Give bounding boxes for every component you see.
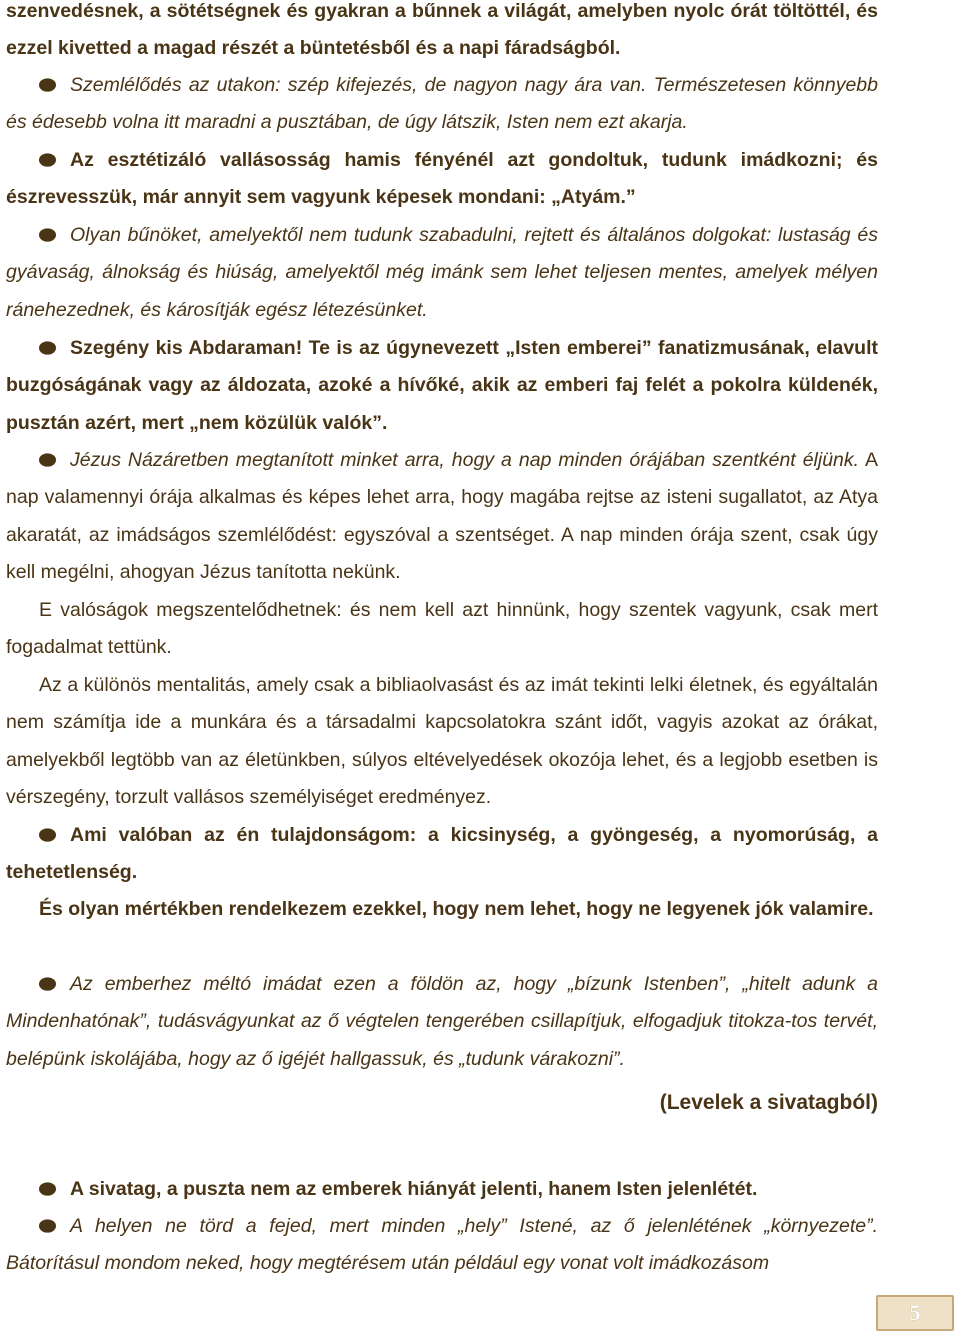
paragraph-hely [6, 1208, 878, 1283]
bullet-icon [39, 828, 56, 841]
text-bold: A sivatag, a puszta nem az emberek hiányát jelenti, hanem Isten jelenlétét. [70, 1178, 758, 1200]
paragraph-mertekben [6, 891, 878, 928]
text-regular: A nap valamennyi órája alkalmas és képes lehet arra, hogy magába rejtse az isteni sugallatot, az Atya akaratát, az imádságos szemlélődést: egyszóval a szentséget. A nap minden órája szent, csak úgy kell megélni, ahogyan Jézus tanította nekünk. [6, 449, 878, 583]
bullet-icon [39, 341, 56, 354]
text-italic: Olyan bűnöket, amelyektől nem tudunk szabadulni, rejtett és általános dolgokat: lustaság és gyávaság, álnokság és hiúság, amelyektől még imánk sem lehet teljesen mentes, amelyek mélyen ránehezednek, és károsítják egész létezésünket. [6, 224, 878, 321]
page-number: 5 [909, 1300, 921, 1325]
paragraph-abdaraman [6, 330, 878, 442]
text-bold: Ami valóban az én tulajdonságom: a kicsinység, a gyöngeség, a nyomorúság, a tehetetlenség. [6, 824, 878, 884]
bullet-icon [39, 977, 56, 990]
source-citation: (Levelek a sivatagból) [659, 1091, 878, 1114]
text-italic: Az emberhez méltó imádat ezen a földön az, hogy „bízunk Istenben”, „hitelt adunk a Mindenhatónak”, tudásvágyunkat az ő végtelen tengerében csillapítjuk, elfogadjuk titokza-tos tervét, belépünk iskolájába, hogy az ő igéjét hallgassuk, és „tudunk várakozni”. [6, 973, 878, 1070]
text-italic: Jézus Názáretben megtanított minket arra, hogy a nap minden órájában szentként éljünk. [70, 449, 860, 471]
paragraph-tulajdonsag [6, 817, 878, 892]
paragraph-sivatag [6, 1171, 878, 1208]
bullet-icon [39, 1219, 56, 1232]
paragraph-esztetizalo [6, 142, 878, 217]
bullet-icon [39, 153, 56, 166]
paragraph-szemlelodes [6, 67, 878, 142]
text-bold: szenvedésnek, a sötétségnek és gyakran a bűnnek a világát, amelyben nyolc órát töltöttél, és ezzel kivetted a magad részét a büntetésből és a napi fáradságból. [6, 0, 878, 60]
bullet-icon [39, 1182, 56, 1195]
text-italic: Szemlélődés az utakon: szép kifejezés, de nagyon nagy ára van. Természetesen könnyebb és édesebb volna itt maradni a pusztában, de úgy látszik, Isten nem ezt akarja. [6, 74, 878, 134]
paragraph-bunok [6, 217, 878, 329]
bullet-icon [39, 228, 56, 241]
text-regular: E valóságok megszentelődhetnek: és nem kell azt hinnünk, hogy szentek vagyunk, csak mert fogadalmat tettünk. [6, 599, 878, 659]
paragraph-imadat [6, 966, 878, 1078]
paragraph-valosagok [6, 592, 878, 667]
paragraph-jezus [6, 442, 878, 591]
text-regular: Az a különös mentalitás, amely csak a bibliaolvasást és az imát tekinti lelki életnek, és egyáltalán nem számítja ide a munkára és a társadalmi kapcsolatokra szánt időt, vagyis azokat az órákat, amelyekből legtöbb van az életünkben, súlyos eltévelyedések okozója lehet, és a legjobb esetben is vérszegény, torzult vallásos személyiséget eredményez. [6, 674, 878, 808]
paragraph-mentalitas [6, 667, 878, 816]
paragraph-continuation [6, 0, 878, 68]
text-bold: És olyan mértékben rendelkezem ezekkel, hogy nem lehet, hogy ne legyenek jók valamire. [39, 898, 874, 920]
page-number-badge [876, 1295, 954, 1331]
bullet-icon [39, 453, 56, 466]
text-bold: Szegény kis Abdaraman! Te is az úgynevezett „Isten emberei” fanatizmusának, elavult buzgóságának vagy az áldozata, azoké a hívőké, akik az emberi faj felét a pokolra küldenék, pusztán azért, mert „nem közülük valók”. [6, 337, 878, 434]
bullet-icon [39, 78, 56, 91]
text-bold: Az esztétizáló vallásosság hamis fényénél azt gondoltuk, tudunk imádkozni; és észrevesszük, már annyit sem vagyunk képesek mondani: „Atyám.” [6, 149, 878, 209]
text-italic: Bátorításul mondom neked, hogy megtérésem után például egy vonat volt imádkozásom [6, 1252, 770, 1275]
text-italic: A helyen ne törd a fejed, mert minden „hely” Istené, az ő jelenlétének „környezete”. [70, 1215, 878, 1237]
